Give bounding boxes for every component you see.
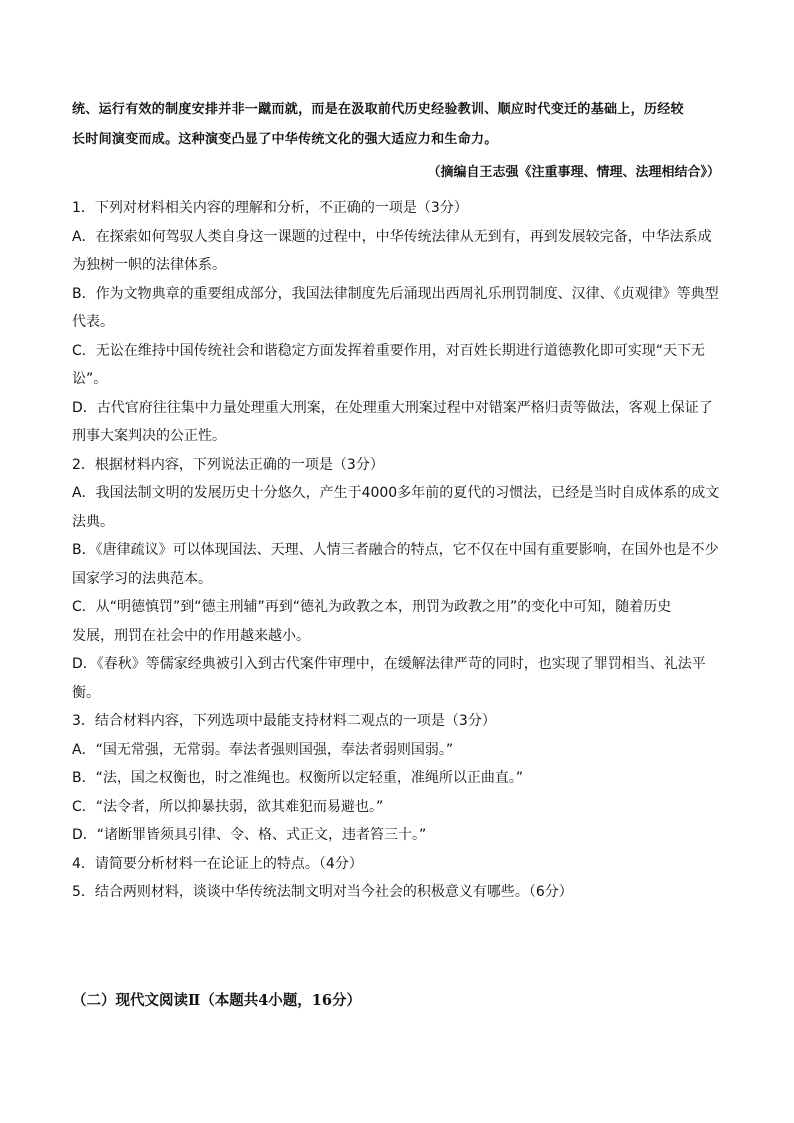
- section-heading: （二）现代文阅读Ⅱ（本题共4小题，16分）: [72, 992, 361, 1009]
- passage-continuation: [72, 95, 720, 155]
- question-1-option-c: C．无讼在维持中国传统社会和谐稳定方面发挥着重要作用，对百姓长期进行道德教化即可实现“天下无 讼”。: [72, 342, 706, 387]
- question-1-option-b: B．作为文物典章的重要组成部分，我国法律制度先后涌现出西周礼乐刑罚制度、汉律、《贞观律》等典型 代表。: [72, 285, 719, 330]
- question-2-option-a: A．我国法制文明的发展历史十分悠久，产生于4000多年前的夏代的习惯法，已经是当时自成体系的成文 法典。: [72, 485, 720, 530]
- question-3-option-d: D．“诸断罪皆须具引律、令、格、式正文，违者笞三十。”: [72, 827, 427, 843]
- question-5: 5．结合两则材料，谈谈中华传统法制文明对当今社会的积极意义有哪些。（6分）: [72, 884, 573, 900]
- question-3-option-c: C．“法令者，所以抑暴扶弱，欲其难犯而易避也。”: [72, 798, 384, 815]
- question-2-option-d: D．《春秋》等儒家经典被引入到古代案件审理中，在缓解法律严苛的同时，也实现了罪罚相当、礼法平 衡。: [72, 656, 706, 701]
- question-1-option-a: A．在探索如何驾驭人类自身这一课题的过程中，中华传统法律从无到有，再到发展较完备，中华法系成 为独树一帜的法律体系。: [72, 228, 712, 273]
- question-4: 4．请简要分析材料一在论证上的特点。（4分）: [72, 855, 363, 872]
- question-1-option-d: D．古代官府往往集中力量处理重大刑案，在处理重大刑案过程中对错案严格归责等做法，客观上保证了 刑事大案判决的公正性。: [72, 399, 713, 444]
- question-2-option-b: B．《唐律疏议》可以体现国法、天理、人情三者融合的特点，它不仅在中国有重要影响，在国外也是不少 国家学习的法典范本。: [72, 542, 719, 587]
- question-list: [72, 194, 722, 907]
- question-3-stem: 3．结合材料内容，下列选项中最能支持材料二观点的一项是（3分）: [72, 713, 496, 729]
- passage-line-2: 长时间演变而成。这种演变凸显了中华传统文化的强大适应力和生命力。: [72, 132, 498, 147]
- question-3-option-b: B．“法，国之权衡也，时之准绳也。权衡所以定轻重，准绳所以正曲直。”: [72, 770, 524, 786]
- question-1-stem: 1．下列对材料相关内容的理解和分析，不正确的一项是（3分）: [72, 200, 468, 216]
- question-2-stem: 2．根据材料内容，下列说法正确的一项是（3分）: [72, 456, 384, 473]
- question-3-option-a: A．“国无常强，无常弱。奉法者强则国强，奉法者弱则国弱。”: [72, 741, 454, 758]
- question-2-option-c: C．从“明德慎罚”到“德主刑辅”再到“德礼为政教之本，刑罚为政教之用”的变化中可知，随着历史 发展，刑罚在社会中的作用越来越小。: [72, 599, 672, 644]
- passage-line-1: 统、运行有效的制度安排并非一蹴而就，而是在汲取前代历史经验教训、顺应时代变迁的基础上，历经较: [72, 102, 684, 117]
- source-citation: （摘编自王志强《注重事理、情理、法理相结合》）: [427, 165, 720, 180]
